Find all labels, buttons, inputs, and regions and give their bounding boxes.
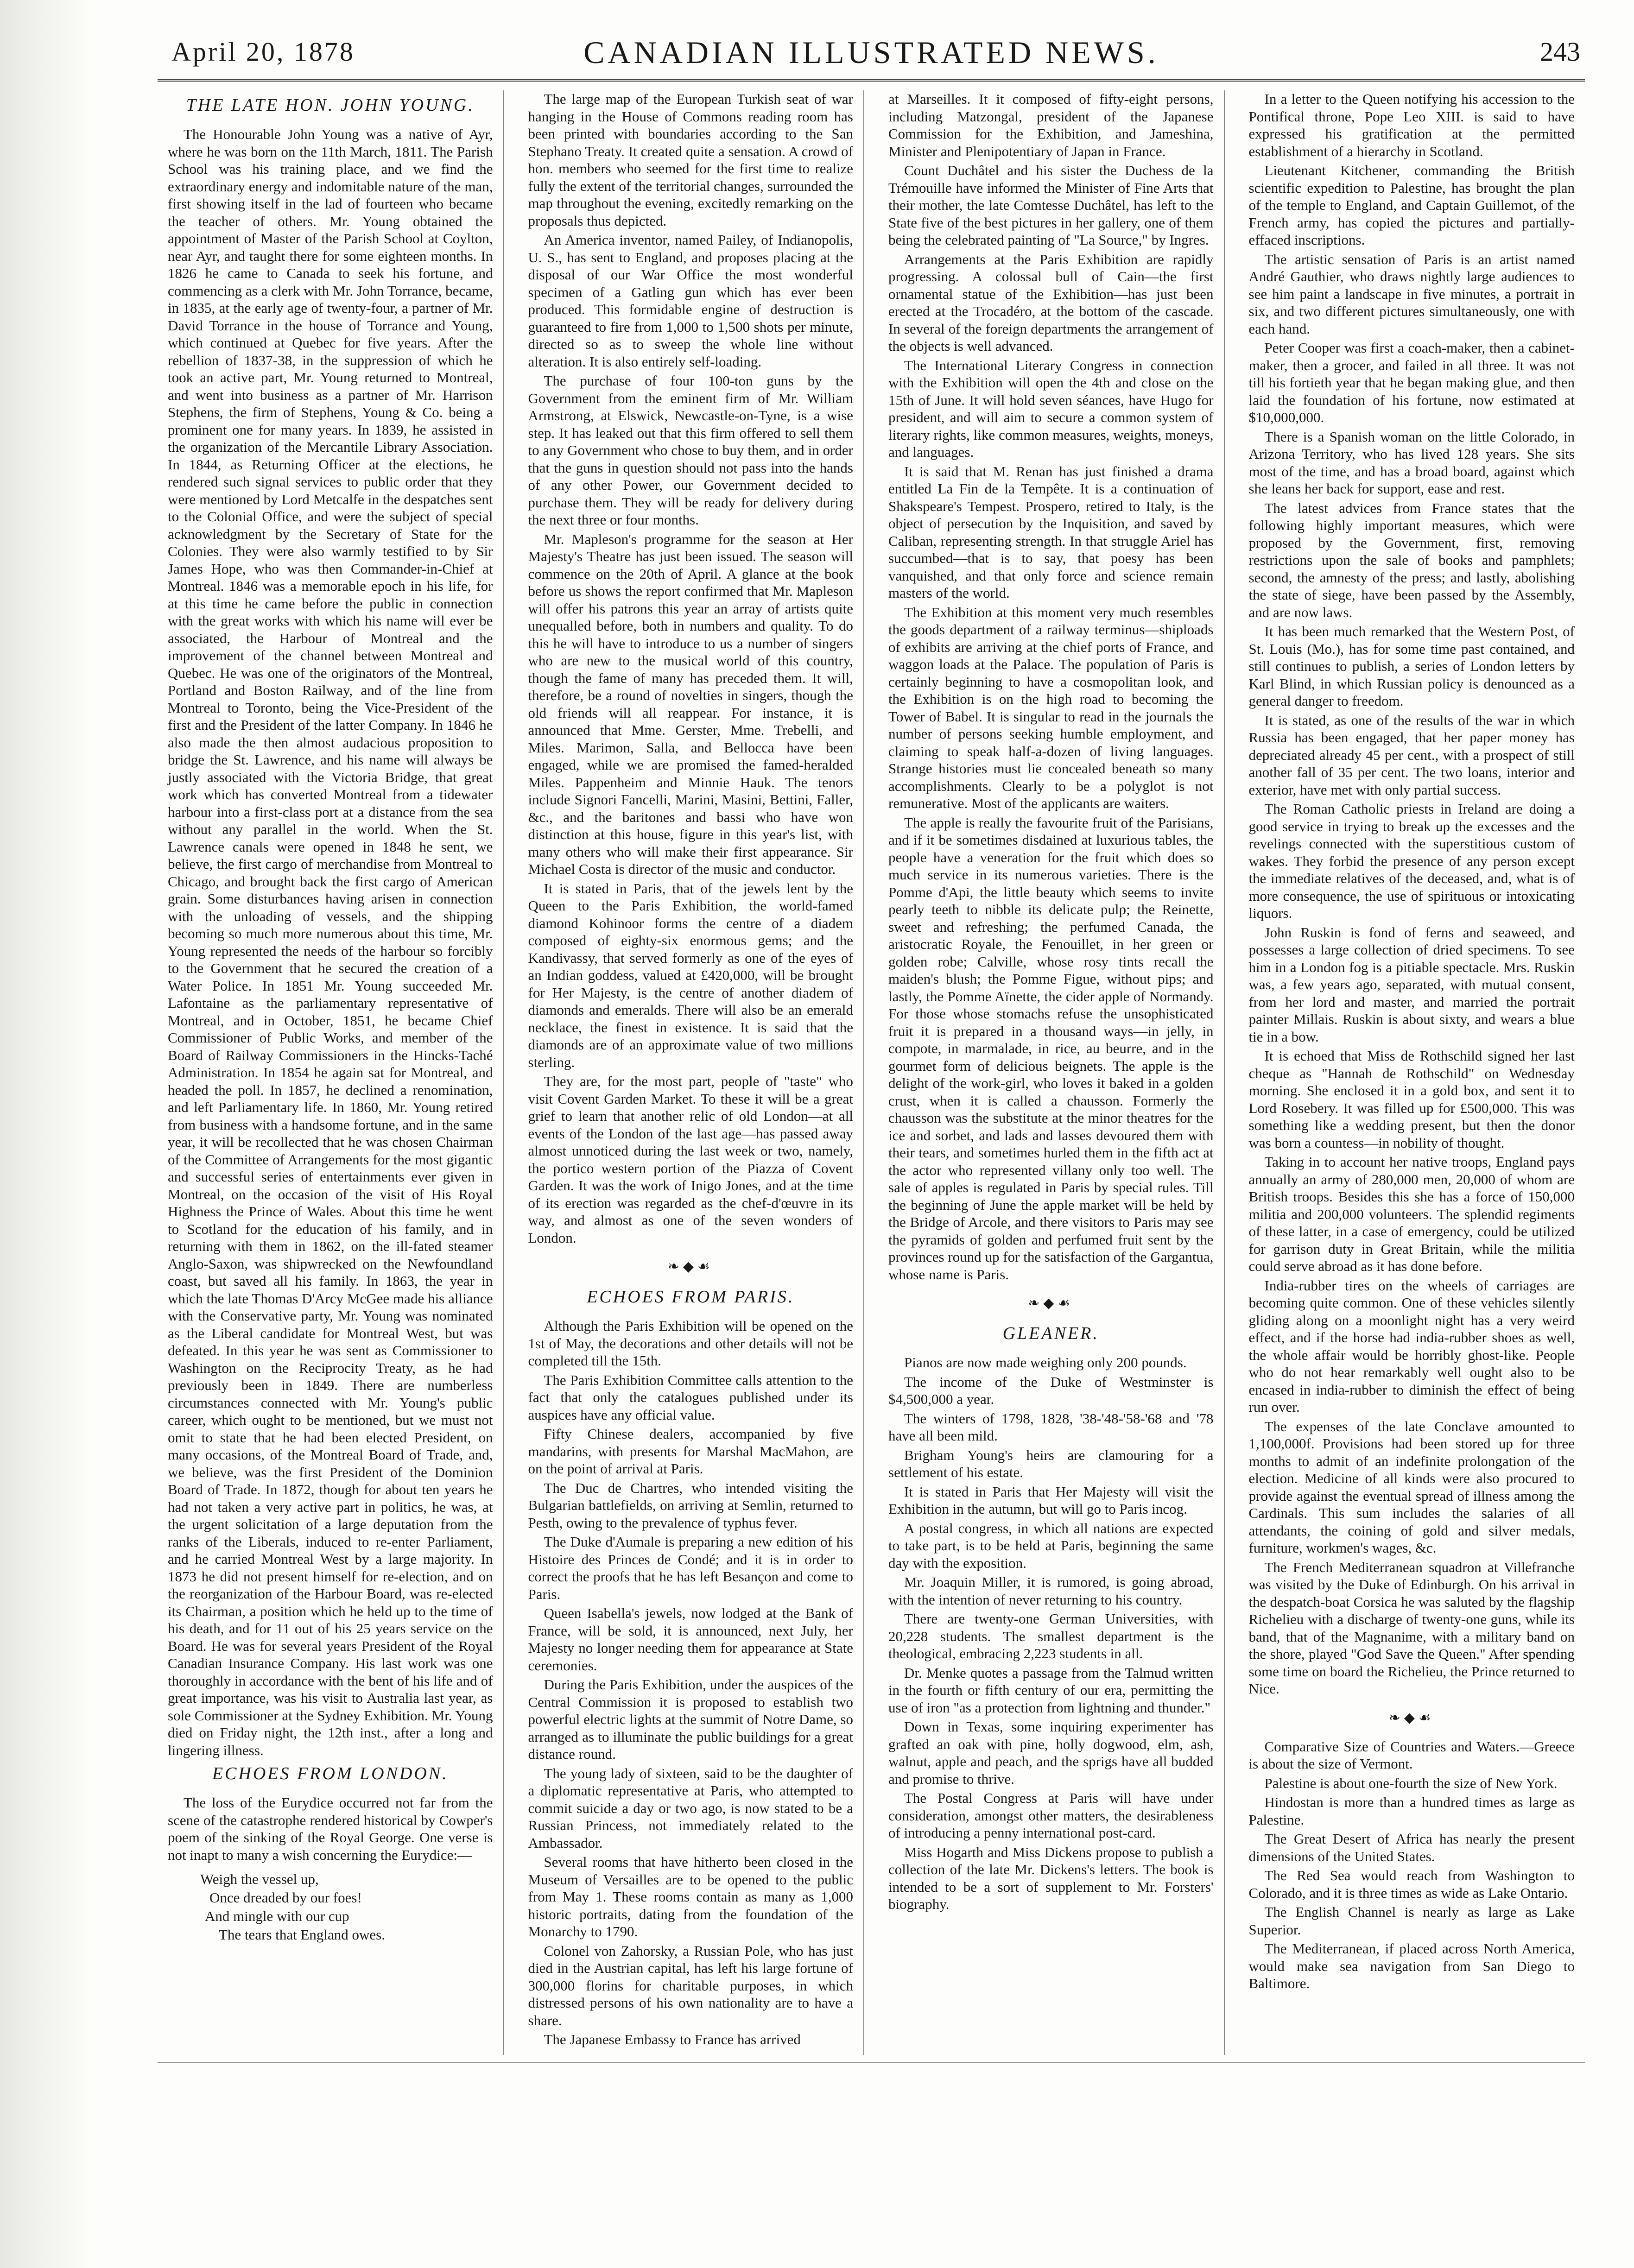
issue-date: April 20, 1878	[171, 37, 355, 67]
article-paragraph: It is echoed that Miss de Rothschild signed her last cheque as "Hannah de Rothschild" on Wednesday morning. She enclosed it in a gold box, and sent it to Lord Rosebery. It was filled up for £500,000. This was something like a wedding present, but then the donor was born a countess—in nobility of thought.	[1248, 1048, 1575, 1151]
masthead	[153, 28, 1590, 83]
article-paragraph: The International Literary Congress in connection with the Exhibition will open the 4th and close on the 15th of June. It will hold seven séances, have Hugo for president, and will aim to secure a common system of literary rights, like common measures, weights, moneys, and languages.	[888, 357, 1214, 460]
page-binding-shadow	[0, 0, 88, 2268]
article-paragraph: It is stated, as one of the results of the war in which Russia has been engaged, that her paper money has depreciated already 45 per cent., with a prospect of still another fall of 35 per cent. The two loans, interior and exterior, have met with only partial success.	[1248, 712, 1575, 798]
article-paragraph: Colonel von Zahorsky, a Russian Pole, who has just died in the Austrian capital, has left his large fortune of 300,000 florins for charitable purposes, in which distressed persons of his own nationality are to have a share.	[528, 1942, 853, 2028]
article-paragraph: Comparative Size of Countries and Waters.—Greece is about the size of Vermont.	[1248, 1738, 1575, 1772]
poem-line: Once dreaded by our foes!	[209, 1889, 362, 1906]
article-paragraph: Dr. Menke quotes a passage from the Talmud written in the fourth or fifth century of our era, permitting the use of iron "as a protection from lightning and thunder."	[888, 1664, 1214, 1716]
article-paragraph: The Japanese Embassy to France has arrived	[544, 2031, 801, 2047]
article-paragraph: Lieutenant Kitchener, commanding the British scientific expedition to Palestine, has brought the plan of the temple to England, and Captain Guillemot, of the French army, has copied the pictures and partially-effaced inscriptions.	[1248, 162, 1575, 248]
article-paragraph: It is said that M. Renan has just finished a drama entitled La Fin de la Tempête. It is a continuation of Shakspeare's Tempest. Prospero, retired to Italy, is the object of persecution by the Inquisition, and saved by Caliban, representing strength. In that struggle Ariel has succumbed—that is to say, that poesy has been vanquished, and that only force and science remain masters of the world.	[888, 463, 1214, 601]
article-paragraph: The English Channel is nearly as large as Lake Superior.	[1248, 1904, 1575, 1938]
article-paragraph: Down in Texas, some inquiring experimenter has grafted an oak with pine, holly dogwood, elm, ash, walnut, apple and peach, and the sprigs have all budded and promise to thrive.	[888, 1718, 1214, 1787]
article-paragraph: John Ruskin is fond of ferns and seaweed, and possesses a large collection of dried specimens. To see him in a London fog is a pitiable spectacle. Mrs. Ruskin was, a few years ago, separated, with mutual consent, from her lord and master, and married the portrait painter Millais. Ruskin is about sixty, and wears a blue tie in a bow.	[1248, 924, 1575, 1045]
article-paragraph: There is a Spanish woman on the little Colorado, in Arizona Territory, who has lived 128 years. She sits most of the time, and has a broad board, against which she leans her back for support, ease and rest.	[1248, 428, 1575, 497]
column-4	[1239, 90, 1585, 2055]
article-paragraph: Several rooms that have hitherto been closed in the Museum of Versailles are to be opened to the public from May 1. These rooms contain as many as 1,000 historic portraits, dating from the foundation of the Monarchy to 1790.	[528, 1854, 853, 1939]
poem-line: And mingle with our cup	[205, 1908, 349, 1924]
section-heading: ECHOES FROM LONDON.	[212, 1764, 449, 1783]
column-2	[518, 90, 865, 2055]
footer-rule	[158, 2062, 1585, 2063]
article-paragraph: It is stated in Paris, that of the jewels lent by the Queen to the Paris Exhibition, the world-famed diamond Kohinoor forms the centre of a diadem composed of eighty-six enormous gems; and the Kandivassy, that served formerly as one of the eyes of an Indian goddess, valued at £420,000, will be brought for Her Majesty, is the centre of another diadem of diamonds and emeralds. There will also be an emerald necklace, the finest in existence. It is said that the diamonds are of an approximate value of two millions sterling.	[528, 880, 853, 1070]
article-paragraph: During the Paris Exhibition, under the auspices of the Central Commission it is proposed to establish two powerful electric lights at the summit of Notre Dame, so arranged as to illuminate the public buildings for a great distance round.	[528, 1676, 853, 1762]
section-divider-ornament: ❧◆☙	[1028, 1295, 1074, 1311]
article-paragraph: Although the Paris Exhibition will be opened on the 1st of May, the decorations and other details will not be completed till the 15th.	[528, 1318, 853, 1369]
article-paragraph: The Postal Congress at Paris will have under consideration, amongst other matters, the desirableness of introducing a penny international post-card.	[888, 1790, 1214, 1841]
section-divider-ornament: ❧◆☙	[1388, 1710, 1435, 1725]
poem-line: Weigh the vessel up,	[200, 1871, 319, 1887]
article-paragraph: at Marseilles. It it composed of fifty-eight persons, including Matzongal, president of the Japanese Commission for the Exhibition, and Jameshina, Minister and Plenipotentiary of Japan in France.	[888, 91, 1214, 159]
article-paragraph: The Duke d'Aumale is preparing a new edition of his Histoire des Princes de Condé; and it is in order to correct the proofs that he has left Besançon and come to Paris.	[528, 1534, 853, 1602]
masthead-rule	[158, 79, 1585, 82]
article-paragraph: Pianos are now made weighing only 200 pounds.	[904, 1354, 1187, 1371]
article-paragraph: It is stated in Paris that Her Majesty will visit the Exhibition in the autumn, but will go to Paris incog.	[888, 1483, 1214, 1517]
article-paragraph: Count Duchâtel and his sister the Duchess de la Trémouille have informed the Minister of Fine Arts that their mother, the late Comtesse Duchâtel, has left to the State five of the best pictures in her gallery, one of them being the celebrated painting of "La Source," by Ingres.	[888, 162, 1214, 248]
article-paragraph: Peter Cooper was first a coach-maker, then a cabinet-maker, then a grocer, and failed in all three. It was not till his fortieth year that he began making glue, and then laid the foundation of his fortune, now estimated at $10,000,000.	[1248, 340, 1575, 425]
article-paragraph: Mr. Mapleson's programme for the season at Her Majesty's Theatre has just been issued. The season will commence on the 20th of April. A glance at the book before us shows the report confirmed that Mr. Mapleson will offer his patrons this year an array of artists quite unequalled before, both in numbers and quality. To do this he will have to introduce to us a number of singers who are new to the musical world of this country, though the fame of many has preceded them. It will, therefore, be a round of novelties in singers, though the old friends will all reappear. For instance, it is announced that Mme. Gerster, Mme. Trebelli, and Miles. Marimon, Salla, and Bellocca have been engaged, while we are promised the famed-heralded Miles. Pappenheim and Minnie Hauk. The tenors include Signori Fancelli, Marini, Masini, Bettini, Faller, &c., and the baritones and bassi who have won distinction at this house, figure in this year's list, with many others who will make their first appearance. Sir Michael Costa is director of the music and conductor.	[528, 531, 853, 877]
section-heading: GLEANER.	[1002, 1324, 1099, 1343]
article-paragraph: The apple is really the favourite fruit of the Parisians, and if it be sometimes disdained at luxurious tables, the people have a veneration for the fruit which does so much service in its numerous varieties. There is the Pomme d'Api, the little beauty which seems to invite pearly teeth to nibble its delicate pulp; the Reinette, sweet and refreshing; the perfumed Canada, the aristocratic Royale, the Fenouillet, in her green or golden robe; Calville, whose rosy tints recall the maiden's blush; the Pomme Figue, without pips; and lastly, the Pomme Aïnette, the cider apple of Normandy. For those whose stomachs refuse the unsophisticated fruit it is prepared in a thousand ways—in jelly, in compote, in marmalade, in rice, au beurre, and in the gourmet form of delicious beignets. The apple is the delight of the work-girl, who loves it baked in a golden crust, when it is called a chausson. Formerly the chausson was the substitute at the minor theatres for the ice and sorbet, and lads and lasses devoured them with their tears, and sometimes hurled them in the fifth act at the actor who represented villany only too well. The sale of apples is regulated in Paris by special rules. Till the beginning of June the apple market will be held by the Bridge of Arcole, and there visitors to Paris may see the pyramids of golden and perfumed fruit sent by the provinces round up for the satisfaction of the Gargantua, whose name is Paris.	[888, 814, 1214, 1282]
newspaper-title: CANADIAN ILLUSTRATED NEWS.	[583, 35, 1159, 70]
article-columns	[158, 90, 1585, 2055]
section-divider-ornament: ❧◆☙	[667, 1259, 714, 1274]
article-paragraph: Palestine is about one-fourth the size of New York.	[1264, 1775, 1558, 1791]
article-paragraph: Queen Isabella's jewels, now lodged at the Bank of France, will be sold, it is announced, next July, her Majesty no longer needing them for appearance at State ceremonies.	[528, 1605, 853, 1674]
article-paragraph: The Mediterranean, if placed across North America, would make sea navigation from San Diego to Baltimore.	[1248, 1940, 1575, 1991]
article-paragraph: In a letter to the Queen notifying his accession to the Pontifical throne, Pope Leo XIII. is said to have expressed his gratification at the permitted establishment of a hierarchy in Scotland.	[1248, 91, 1575, 159]
article-paragraph: The French Mediterranean squadron at Villefranche was visited by the Duke of Edinburgh. On his arrival in the despatch-boat Corsica he was saluted by the flagship Richelieu with a discharge of twenty-one guns, while its band, that of the Magnanime, with a military band on the shore, played "God Save the Queen." After spending some time on board the Richelieu, the Prince returned to Nice.	[1248, 1559, 1575, 1697]
page-number: 243	[1540, 37, 1580, 67]
article-paragraph: It has been much remarked that the Western Post, of St. Louis (Mo.), has for some time past contained, and still continues to publish, a series of London letters by Karl Blind, in which Russian policy is denounced as a general danger to freedom.	[1248, 623, 1575, 709]
article-paragraph: The Exhibition at this moment very much resembles the goods department of a railway terminus—shiploads of exhibits are arriving at the chief ports of France, and waggon loads at the Palace. The population of Paris is certainly beginning to have a cosmopolitan look, and the Exhibition is on the high road to becoming the Tower of Babel. It is singular to read in the journals the number of persons seeking humble employment, and claiming to speak half-a-dozen of living languages. Strange histories must lie concealed beneath so many accomplishments. Clearly to be a polyglot is not remunerative. Most of the applicants are waiters.	[888, 604, 1214, 811]
section-heading: ECHOES FROM PARIS.	[587, 1287, 795, 1307]
article-paragraph: There are twenty-one German Universities, with 20,228 students. The smallest department is the theological, embracing 2,223 students in all.	[888, 1611, 1214, 1662]
article-paragraph: India-rubber tires on the wheels of carriages are becoming quite common. One of these vehicles silently gliding along on a moonlight night has a very weird effect, and if the horse had india-rubber shoes as well, the whole affair would be horribly ghost-like. People who do not hear remarkably well ought also to be encased in india-rubber to diminish the effect of being run over.	[1248, 1277, 1575, 1415]
poem-quote	[200, 1870, 493, 1944]
column-3	[878, 90, 1225, 2055]
article-paragraph: The expenses of the late Conclave amounted to 1,100,000f. Provisions had been stored up for three months to admit of an indefinite prolongation of the election. Medicine of all kinds were also procured to provide against the eventual spread of illness among the Cardinals. This sum includes the salaries of all attendants, the coining of gold and silver medals, furniture, workmen's wages, &c.	[1248, 1418, 1575, 1556]
article-paragraph: The large map of the European Turkish seat of war hanging in the House of Commons reading room has been printed with boundaries according to the San Stephano Treaty. It created quite a sensation. A crowd of hon. members who seemed for the first time to realize fully the extent of the territorial changes, surrounded the map throughout the evening, excitedly remarking on the proposals thus depicted.	[528, 91, 853, 229]
section-heading: THE LATE HON. JOHN YOUNG.	[186, 95, 475, 115]
article-paragraph: The winters of 1798, 1828, '38-'48-'58-'68 and '78 have all been mild.	[888, 1410, 1214, 1444]
article-paragraph: An America inventor, named Pailey, of Indianopolis, U. S., has sent to England, and proposes placing at the disposal of our War Office the most wonderful specimen of a Gatling gun which has ever been produced. This formidable engine of destruction is guaranteed to fire from 1,000 to 1,500 shots per minute, directed so as to sweep the whole line without alteration. It is also entirely self-loading.	[528, 232, 853, 370]
article-paragraph: Fifty Chinese dealers, accompanied by five mandarins, with presents for Marshal MacMahon, are on the point of arrival at Paris.	[528, 1426, 853, 1477]
article-paragraph: The income of the Duke of Westminster is $4,500,000 a year.	[888, 1373, 1214, 1407]
article-paragraph: Arrangements at the Paris Exhibition are rapidly progressing. A colossal bull of Cain—the first ornamental statue of the Exhibition—has just been erected at the Trocadéro, at the bottom of the cascade. In several of the foreign departments the arrangement of the objects is well advanced.	[888, 251, 1214, 354]
article-paragraph: The Red Sea would reach from Washington to Colorado, and it is three times as wide as Lake Ontario.	[1248, 1867, 1575, 1901]
article-paragraph: Mr. Joaquin Miller, it is rumored, is going abroad, with the intention of never returning to his country.	[888, 1574, 1214, 1608]
article-paragraph: Brigham Young's heirs are clamouring for a settlement of his estate.	[888, 1447, 1214, 1480]
poem-line: The tears that England owes.	[219, 1927, 385, 1943]
article-paragraph: The young lady of sixteen, said to be the daughter of a diplomatic representative at Paris, who attempted to commit suicide a day or two ago, is now stated to be a Russian Princess, not immediately related to the Ambassador.	[528, 1765, 853, 1851]
article-paragraph: Taking in to account her native troops, England pays annually an army of 280,000 men, 20,000 of whom are British troops. Besides this she has a force of 150,000 militia and 200,000 volunteers. The splendid regiments of these latter, in a case of emergency, could be utilized for garrison duty in Great Britain, while the militia could serve abroad as it has done before.	[1248, 1154, 1575, 1274]
article-paragraph: Miss Hogarth and Miss Dickens propose to publish a collection of the late Mr. Dickens's letters. The book is intended to be a sort of supplement to Mr. Forsters' biography.	[888, 1844, 1214, 1912]
article-paragraph: The Honourable John Young was a native of Ayr, where he was born on the 11th March, 1811. The Parish School was his training place, and we find the extraordinary energy and indomitable nature of the man, first showing itself in the lad of fourteen who became the teacher of others. Mr. Young obtained the appointment of Master of the Parish School at Coylton, near Ayr, and taught there for some eighteen months. In 1826 he came to Canada to seek his fortune, and commencing as a clerk with Mr. John Torrance, became, in 1835, at the early age of twenty-four, a partner of Mr. David Torrance in the house of Torrance and Young, which continued at Quebec for five years. After the rebellion of 1837-38, in the suppression of which he took an active part, Mr. Young returned to Montreal, and went into business as a partner of Mr. Harrison Stephens, the firm of Stephens, Young & Co. being a prominent one for many years. In 1839, he assisted in the organization of the Mercantile Library Association. In 1844, as Returning Officer at the elections, he rendered such signal services to public order that they were mentioned by Lord Metcalfe in the despatches sent to the Colonial Office, and were the subject of special acknowledgment by the Secretary of State for the Colonies. They were also warmly testified to by Sir James Hope, who was then Commander-in-Chief at Montreal. 1846 was a memorable epoch in his life, for at this time he came before the public in connection with the great works with which his name will ever be associated, the Harbour of Montreal and the improvement of the channel between Montreal and Quebec. He was one of the originators of the Montreal, Portland and Boston Railway, and of the line from Montreal to Toronto, being the Vice-President of the first and the President of the latter Company. In 1846 he also made the then almost audacious proposition to bridge the St. Lawrence, and his name will always be justly associated with the Victoria Bridge, that great work which has converted Montreal from a tidewater harbour into a first-class port at a distance from the sea without any parallel in the world. When the St. Lawrence canals were opened in 1848 he sent, we believe, the first cargo of merchandise from Montreal to Chicago, and brought back the first cargo of American grain. Some disturbances having arisen in connection with the unloading of vessels, and the shipping becoming so much more numerous about this time, Mr. Young represented the needs of the harbour so forcibly to the Government that he secured the creation of a Water Police. In 1851 Mr. Young succeeded Mr. Lafontaine as the parliamentary representative of Montreal, and in October, 1851, he became Chief Commissioner of Public Works, and member of the Board of Railway Commissioners in the Hincks-Taché Administration. In 1854 he again sat for Montreal, and headed the poll. In 1857, he declined a renomination, and left Parliamentary life. In 1860, Mr. Young retired from business with a handsome fortune, and in the same year, it will be recollected that he was chosen Chairman of the Committee of Arrangements for the most gigantic and successful series of entertainments ever given in Montreal, on the occasion of the visit of His Royal Highness the Prince of Wales. About this time he went to Scotland for the education of his family, and in returning with them in 1862, on the ill-fated steamer Anglo-Saxon, was shipwrecked on the Newfoundland coast, but saved all his family. In 1863, the year in which the late Thomas D'Arcy McGee made his alliance with the Conservative party, Mr. Young was nominated as the Liberal candidate for Montreal West, but was defeated. In this year he was sent as Commissioner to Washington on the Reciprocity Treaty, as he had previously been in 1849. There are numberless circumstances connected with Mr. Young's public career, which ought to be mentioned, but we must not omit to state that he had been elected President, on many occasions, of the Montreal Board of Trade, and, we believe, was the first President of the Dominion Board of Trade. In 1872, though for about ten years he had not taken a very active part in politics, he was, at the urgent solicitation of a large deputation from the ranks of the Liberals, induced to re-enter Parliament, and he carried Montreal West by a large majority. In 1873 he did not present himself for re-election, and on the reorganization of the Harbour Board, was re-elected its Chairman, a position which he held up to the time of his death, and for 11 out of his 25 years service on the Board. He was for several years President of the Royal Canadian Insurance Company. His last work was one thoroughly in accordance with the bent of his life and of great importance, was his visit to Australia last year, as sole Commissioner at the Sydney Exhibition. Mr. Young died on Friday night, the 12th inst., after a long and lingering illness.	[168, 126, 493, 1758]
article-paragraph: They are, for the most part, people of "taste" who visit Covent Garden Market. To these it will be a great grief to learn that another relic of old London—at all events of the London of the last age—has passed away almost unnoticed during the last week or two, namely, the portico western portion of the Piazza of Covent Garden. It was the work of Inigo Jones, and at the time of its erection was regarded as the chef-d'œuvre in its way, and almost as one of the seven wonders of London.	[528, 1073, 853, 1246]
article-paragraph: The loss of the Eurydice occurred not far from the scene of the catastrophe rendered historical by Cowper's poem of the sinking of the Royal George. One verse is not inapt to many a wish concerning the Eurydice:—	[168, 1794, 493, 1863]
article-paragraph: The artistic sensation of Paris is an artist named André Gauthier, who draws nightly large audiences to see him paint a landscape in five minutes, a portrait in six, and two different pictures simultaneously, one with each hand.	[1248, 251, 1575, 337]
article-paragraph: The Great Desert of Africa has nearly the present dimensions of the United States.	[1248, 1831, 1575, 1864]
article-paragraph: The Paris Exhibition Committee calls attention to the fact that only the catalogues published under its auspices have any official value.	[528, 1371, 853, 1423]
article-paragraph: The latest advices from France states that the following highly important measures, which were proposed by the Government, first, removing restrictions upon the sale of books and pamphlets; second, the amnesty of the press; and lastly, abolishing the state of siege, have been passed by the Assembly, and are now laws.	[1248, 499, 1575, 620]
article-paragraph: The purchase of four 100-ton guns by the Government from the eminent firm of Mr. William Armstrong, at Elswick, Newcastle-on-Tyne, is a wise step. It has leaked out that this firm offered to sell them to any Government who chose to buy them, and in order that the guns in question should not pass into the hands of any other Power, our Government decided to purchase them. They will be ready for delivery during the next three or four months.	[528, 373, 853, 528]
article-paragraph: A postal congress, in which all nations are expected to take part, is to be held at Paris, beginning the same day with the exposition.	[888, 1520, 1214, 1571]
article-paragraph: Hindostan is more than a hundred times as large as Palestine.	[1248, 1794, 1575, 1828]
article-paragraph: The Roman Catholic priests in Ireland are doing a good service in trying to break up the excesses and the revelings connected with the superstitious custom of wakes. They forbid the presence of any person except the immediate relatives of the deceased, and, what is of more consequence, the use of spirituous or intoxicating liquors.	[1248, 801, 1575, 921]
column-1	[158, 90, 504, 2055]
article-paragraph: The Duc de Chartres, who intended visiting the Bulgarian battlefields, on arriving at Semlin, returned to Pesth, owing to the prevalence of typhus fever.	[528, 1479, 853, 1531]
